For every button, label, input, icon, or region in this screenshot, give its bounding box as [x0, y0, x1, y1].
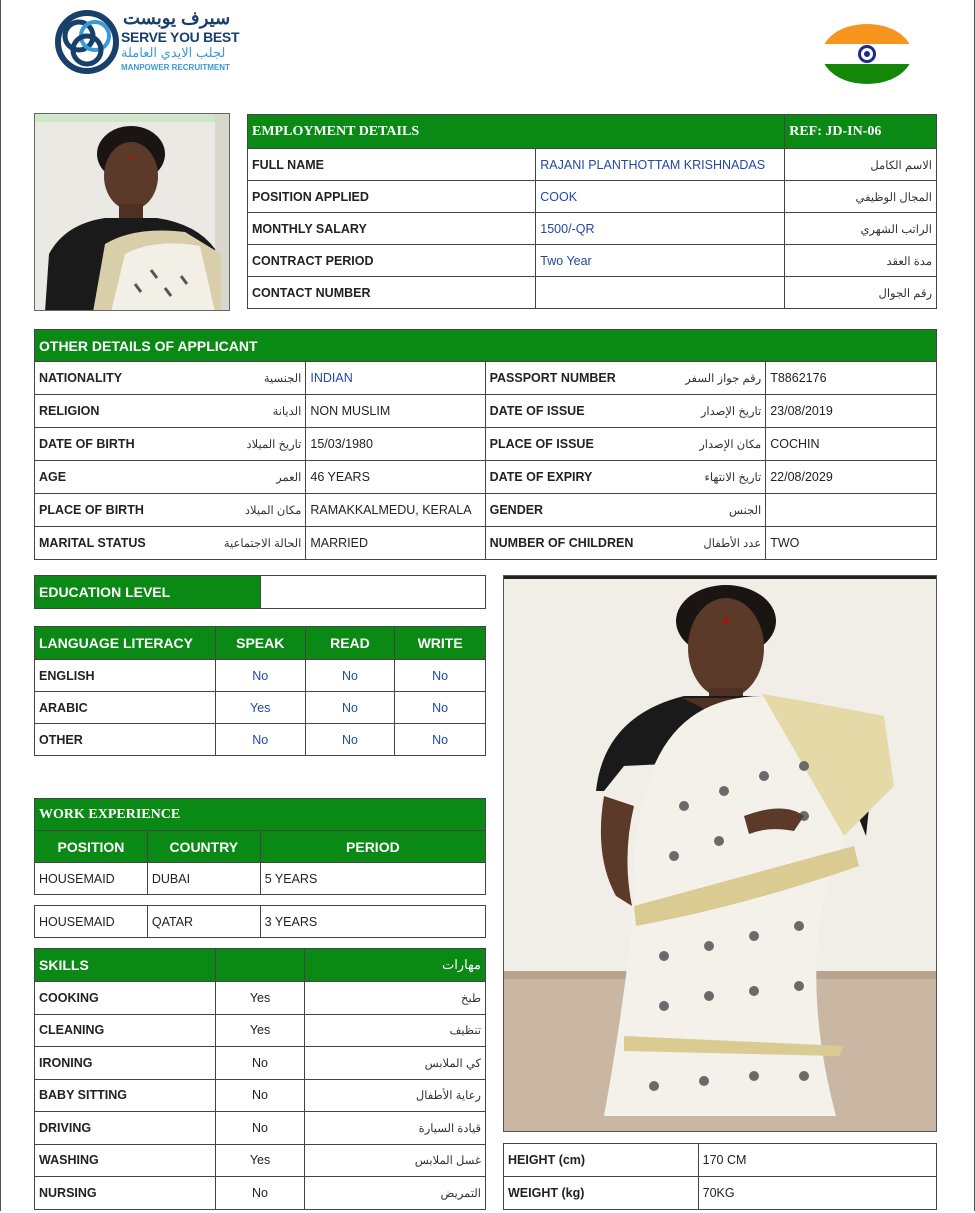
place-of-issue-value: COCHIN	[766, 428, 937, 461]
date-of-expiry-value: 22/08/2029	[766, 461, 937, 494]
table-row	[35, 692, 486, 724]
table-row	[504, 1144, 937, 1177]
position-applied-value: COOK	[536, 181, 785, 213]
table-row	[248, 181, 937, 213]
logo-arabic-name: سيرف يوبست	[123, 8, 231, 28]
read-value: No	[305, 692, 395, 724]
number-of-children-value: TWO	[766, 527, 937, 560]
logo-english-name: SERVE YOU BEST	[121, 29, 240, 45]
applicant-full-photo	[503, 575, 937, 1132]
field-label-arabic: عدد الأطفال	[637, 527, 765, 560]
field-label-arabic: الجنسية	[150, 362, 306, 395]
table-row	[35, 724, 486, 756]
field-label: CONTRACT PERIOD	[248, 245, 536, 277]
read-value: No	[305, 660, 395, 692]
field-label-arabic: المجال الوظيفي	[785, 181, 937, 213]
contact-number-value	[536, 277, 785, 309]
skill-name: CLEANING	[35, 1014, 216, 1047]
skill-value: No	[215, 1047, 305, 1080]
skill-value: Yes	[215, 1144, 305, 1177]
skills-table	[34, 948, 486, 1210]
table-row	[35, 362, 937, 395]
monthly-salary-value: 1500/-QR	[536, 213, 785, 245]
skill-name: WASHING	[35, 1144, 216, 1177]
language-name: OTHER	[35, 724, 216, 756]
field-label-arabic: تاريخ الإصدار	[637, 395, 765, 428]
full-name-value: RAJANI PLANTHOTTAM KRISHNADAS	[536, 149, 785, 181]
table-row	[35, 1079, 486, 1112]
table-row	[35, 494, 937, 527]
field-label-arabic: رقم جواز السفر	[637, 362, 765, 395]
religion-value: NON MUSLIM	[306, 395, 485, 428]
work-experience-title: WORK EXPERIENCE	[35, 799, 486, 831]
table-row	[35, 461, 937, 494]
skill-name: COOKING	[35, 982, 216, 1015]
logo-arabic-sub: لجلب الايدي العاملة	[121, 45, 226, 60]
field-label-arabic: رقم الجوال	[785, 277, 937, 309]
write-value: No	[395, 660, 486, 692]
table-row	[35, 863, 486, 895]
field-label-arabic: مكان الميلاد	[150, 494, 306, 527]
field-label-arabic: الديانة	[150, 395, 306, 428]
skills-title: SKILLS	[35, 949, 216, 982]
field-label-arabic: تاريخ الانتهاء	[637, 461, 765, 494]
employment-details-title: EMPLOYMENT DETAILS	[248, 115, 785, 149]
weight-label: WEIGHT (kg)	[504, 1177, 699, 1210]
work-experience-table	[34, 798, 486, 895]
period-header: PERIOD	[260, 831, 485, 863]
position-header: POSITION	[35, 831, 148, 863]
date-of-birth-value: 15/03/1980	[306, 428, 485, 461]
applicant-portrait-photo	[34, 113, 230, 311]
reference-number: REF: JD-IN-06	[785, 115, 937, 149]
field-label-arabic: الحالة الاجتماعية	[150, 527, 306, 560]
speak-header: SPEAK	[215, 627, 305, 660]
skill-name-arabic: تنظيف	[305, 1014, 486, 1047]
field-label: AGE	[35, 461, 150, 494]
education-level-value	[260, 576, 485, 609]
passport-number-value: T8862176	[766, 362, 937, 395]
table-row	[35, 660, 486, 692]
field-label-arabic: مكان الإصدار	[637, 428, 765, 461]
table-row	[35, 906, 486, 938]
table-row	[248, 213, 937, 245]
field-label: FULL NAME	[248, 149, 536, 181]
height-label: HEIGHT (cm)	[504, 1144, 699, 1177]
age-value: 46 YEARS	[306, 461, 485, 494]
gender-value	[766, 494, 937, 527]
speak-value: No	[215, 660, 305, 692]
table-row	[248, 149, 937, 181]
field-label: DATE OF BIRTH	[35, 428, 150, 461]
height-value: 170 CM	[698, 1144, 936, 1177]
field-label-arabic: الراتب الشهري	[785, 213, 937, 245]
skill-value: No	[215, 1079, 305, 1112]
read-value: No	[305, 724, 395, 756]
speak-value: No	[215, 724, 305, 756]
field-label: DATE OF ISSUE	[485, 395, 637, 428]
field-label-arabic: تاريخ الميلاد	[150, 428, 306, 461]
other-details-table	[34, 329, 937, 560]
work-experience-table-2	[34, 905, 486, 938]
education-level-table	[34, 575, 486, 609]
table-row	[504, 1177, 937, 1210]
table-row	[35, 395, 937, 428]
logo-emblem	[55, 10, 119, 74]
date-of-issue-value: 23/08/2019	[766, 395, 937, 428]
skills-value-header	[215, 949, 305, 982]
india-flag-icon	[822, 24, 912, 84]
table-row	[35, 527, 937, 560]
skill-name: DRIVING	[35, 1112, 216, 1145]
place-of-birth-value: RAMAKKALMEDU, KERALA	[306, 494, 485, 527]
field-label: POSITION APPLIED	[248, 181, 536, 213]
work-position: HOUSEMAID	[35, 906, 148, 938]
work-country: DUBAI	[147, 863, 260, 895]
skill-name: NURSING	[35, 1177, 216, 1210]
table-row	[248, 277, 937, 309]
skill-value: Yes	[215, 982, 305, 1015]
table-row	[35, 1014, 486, 1047]
work-period: 3 YEARS	[260, 906, 485, 938]
field-label: RELIGION	[35, 395, 150, 428]
table-row	[35, 982, 486, 1015]
field-label: PLACE OF ISSUE	[485, 428, 637, 461]
company-logo	[55, 10, 255, 76]
education-level-title: EDUCATION LEVEL	[35, 576, 261, 609]
speak-value: Yes	[215, 692, 305, 724]
table-row	[35, 1177, 486, 1210]
field-label-arabic: مدة العقد	[785, 245, 937, 277]
contract-period-value: Two Year	[536, 245, 785, 277]
field-label-arabic: الجنس	[637, 494, 765, 527]
skill-name: BABY SITTING	[35, 1079, 216, 1112]
weight-value: 70KG	[698, 1177, 936, 1210]
skill-value: No	[215, 1112, 305, 1145]
table-row	[248, 245, 937, 277]
field-label: MARITAL STATUS	[35, 527, 150, 560]
employment-details-table	[247, 114, 937, 309]
write-value: No	[395, 724, 486, 756]
field-label-arabic: العمر	[150, 461, 306, 494]
field-label: GENDER	[485, 494, 637, 527]
field-label: PASSPORT NUMBER	[485, 362, 637, 395]
work-period: 5 YEARS	[260, 863, 485, 895]
field-label: CONTACT NUMBER	[248, 277, 536, 309]
nationality-value: INDIAN	[306, 362, 485, 395]
field-label: MONTHLY SALARY	[248, 213, 536, 245]
table-row	[35, 1112, 486, 1145]
table-row	[35, 1047, 486, 1080]
logo-sub: MANPOWER RECRUITMENT	[121, 63, 230, 72]
work-country: QATAR	[147, 906, 260, 938]
field-label: PLACE OF BIRTH	[35, 494, 150, 527]
skill-name-arabic: التمريض	[305, 1177, 486, 1210]
skill-value: Yes	[215, 1014, 305, 1047]
language-literacy-table	[34, 626, 486, 756]
marital-status-value: MARRIED	[306, 527, 485, 560]
table-row	[35, 1144, 486, 1177]
skill-name-arabic: طبخ	[305, 982, 486, 1015]
language-name: ARABIC	[35, 692, 216, 724]
read-header: READ	[305, 627, 395, 660]
field-label-arabic: الاسم الكامل	[785, 149, 937, 181]
field-label: NATIONALITY	[35, 362, 150, 395]
skill-name-arabic: قيادة السيارة	[305, 1112, 486, 1145]
field-label: DATE OF EXPIRY	[485, 461, 637, 494]
body-measurements-table	[503, 1143, 937, 1210]
language-literacy-header: LANGUAGE LITERACY	[35, 627, 216, 660]
skill-name-arabic: رعاية الأطفال	[305, 1079, 486, 1112]
skill-name-arabic: كي الملابس	[305, 1047, 486, 1080]
other-details-title: OTHER DETAILS OF APPLICANT	[35, 330, 937, 362]
language-name: ENGLISH	[35, 660, 216, 692]
table-row	[35, 428, 937, 461]
work-position: HOUSEMAID	[35, 863, 148, 895]
skills-arabic-title: مهارات	[305, 949, 486, 982]
skill-name-arabic: غسل الملابس	[305, 1144, 486, 1177]
write-header: WRITE	[395, 627, 486, 660]
skill-value: No	[215, 1177, 305, 1210]
country-header: COUNTRY	[147, 831, 260, 863]
write-value: No	[395, 692, 486, 724]
skill-name: IRONING	[35, 1047, 216, 1080]
field-label: NUMBER OF CHILDREN	[485, 527, 637, 560]
